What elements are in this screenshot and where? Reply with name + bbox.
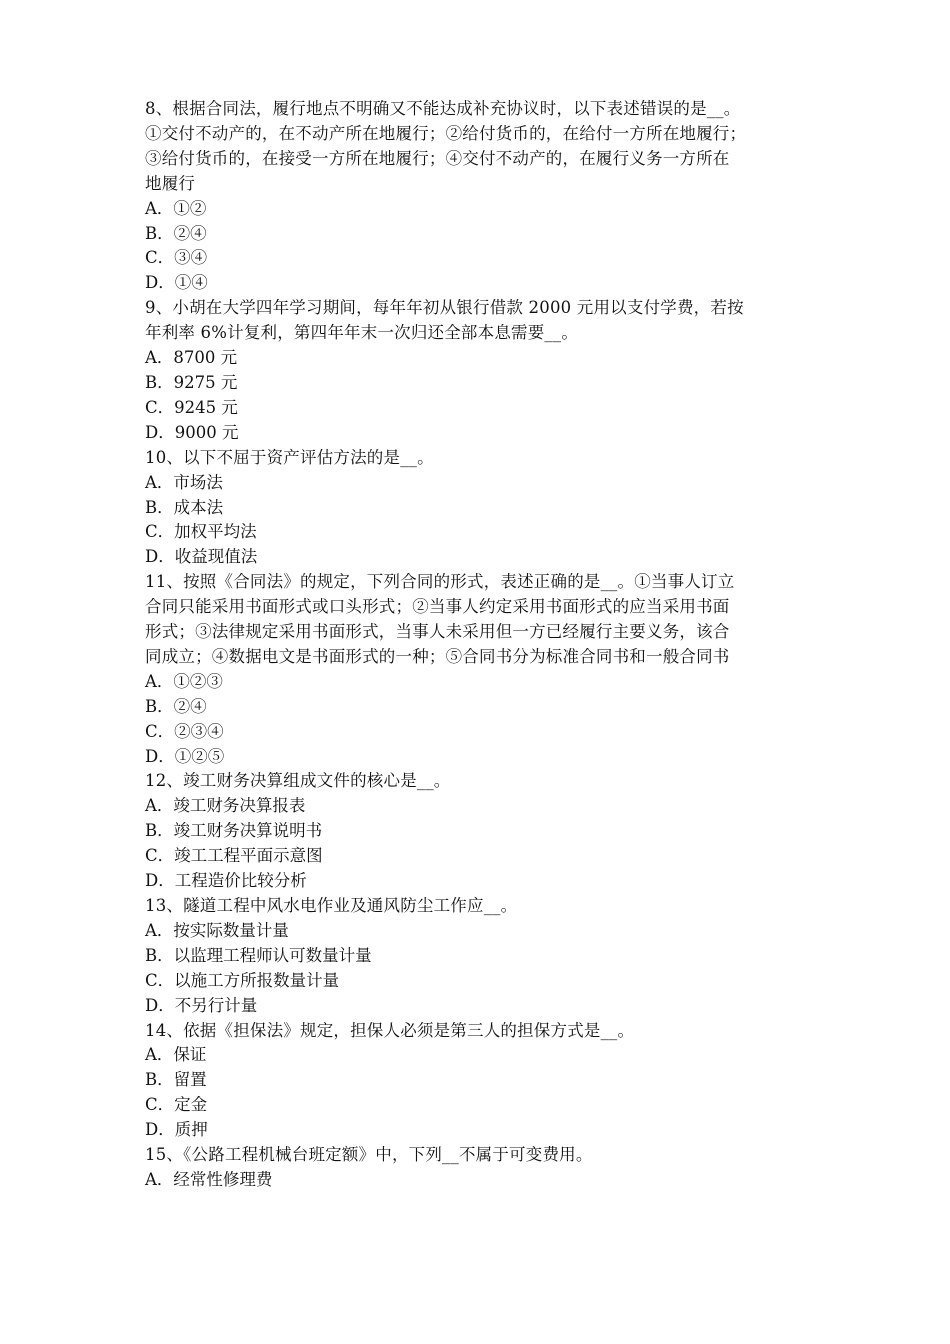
option-b: B．竣工财务决算说明书 xyxy=(145,821,323,841)
option-c: C．9245 元 xyxy=(145,397,238,417)
question-text-line: 同成立；④数据电文是书面形式的一种；⑤合同书分为标准合同书和一般合同书 xyxy=(145,646,730,666)
option-b: B．②④ xyxy=(145,696,207,716)
option-b: B．以监理工程师认可数量计量 xyxy=(145,945,372,965)
question-text-line: 合同只能采用书面形式或口头形式；②当事人约定采用书面形式的应当采用书面 xyxy=(145,597,730,617)
question-10 xyxy=(145,446,810,571)
question-text-line: ①交付不动产的，在不动产所在地履行；②给付货币的，在给付一方所在地履行； xyxy=(145,123,747,143)
option-d: D．收益现值法 xyxy=(145,547,258,567)
question-15 xyxy=(145,1143,810,1193)
option-a: A．保证 xyxy=(145,1045,207,1065)
option-c: C．定金 xyxy=(145,1095,208,1115)
question-text-line: 形式；③法律规定采用书面形式，当事人未采用但一方已经履行主要义务，该合 xyxy=(145,622,730,642)
question-text-line: ③给付货币的，在接受一方所在地履行；④交付不动产的，在履行义务一方所在 xyxy=(145,148,730,168)
option-c: C．加权平均法 xyxy=(145,522,257,542)
option-b: B．②④ xyxy=(145,223,207,243)
option-a: A．按实际数量计量 xyxy=(145,920,289,940)
document-body xyxy=(145,97,810,1193)
option-b: B．9275 元 xyxy=(145,372,238,392)
option-a: A．市场法 xyxy=(145,472,223,492)
question-text-line: 10、以下不屈于资产评估方法的是__。 xyxy=(145,447,434,467)
question-12 xyxy=(145,769,810,894)
option-c: C．②③④ xyxy=(145,721,224,741)
option-a: A．竣工财务决算报表 xyxy=(145,796,306,816)
option-c: C．③④ xyxy=(145,248,208,268)
option-a: A．经常性修理费 xyxy=(145,1169,273,1189)
question-text-line: 地履行 xyxy=(145,173,196,193)
question-text-line: 15、《公路工程机械台班定额》中，下列__不属于可变费用。 xyxy=(145,1145,593,1165)
question-text-line: 14、依据《担保法》规定，担保人必须是第三人的担保方式是__。 xyxy=(145,1020,635,1040)
question-text-line: 年利率 6%计复利，第四年年末一次归还全部本息需要__。 xyxy=(145,323,579,343)
option-d: D．不另行计量 xyxy=(145,995,258,1015)
question-text-line: 8、根据合同法，履行地点不明确又不能达成补充协议时，以下表述错误的是__。 xyxy=(145,99,741,118)
option-c: C．以施工方所报数量计量 xyxy=(145,970,340,990)
question-text-line: 13、隧道工程中风水电作业及通风防尘工作应__。 xyxy=(145,896,518,915)
option-c: C．竣工工程平面示意图 xyxy=(145,846,323,866)
option-d: D．工程造价比较分析 xyxy=(145,871,307,891)
option-a: A．①② xyxy=(145,198,207,218)
option-b: B．成本法 xyxy=(145,497,224,517)
question-text-line: 11、按照《合同法》的规定，下列合同的形式，表述正确的是__。①当事人订立 xyxy=(145,572,735,592)
question-text-line: 12、竣工财务决算组成文件的核心是__。 xyxy=(145,771,451,791)
option-a: A．8700 元 xyxy=(145,348,238,368)
question-11 xyxy=(145,570,810,769)
question-8 xyxy=(145,97,810,296)
option-d: D．①④ xyxy=(145,273,208,293)
question-9 xyxy=(145,296,810,445)
question-text-line: 9、小胡在大学四年学习期间，每年年初从银行借款 2000 元用以支付学费，若按 xyxy=(145,298,744,318)
option-d: D．质押 xyxy=(145,1120,208,1140)
option-d: D．9000 元 xyxy=(145,422,239,442)
question-13 xyxy=(145,894,810,1019)
option-a: A．①②③ xyxy=(145,671,223,691)
option-b: B．留置 xyxy=(145,1070,207,1090)
question-14 xyxy=(145,1019,810,1144)
option-d: D．①②⑤ xyxy=(145,746,225,766)
